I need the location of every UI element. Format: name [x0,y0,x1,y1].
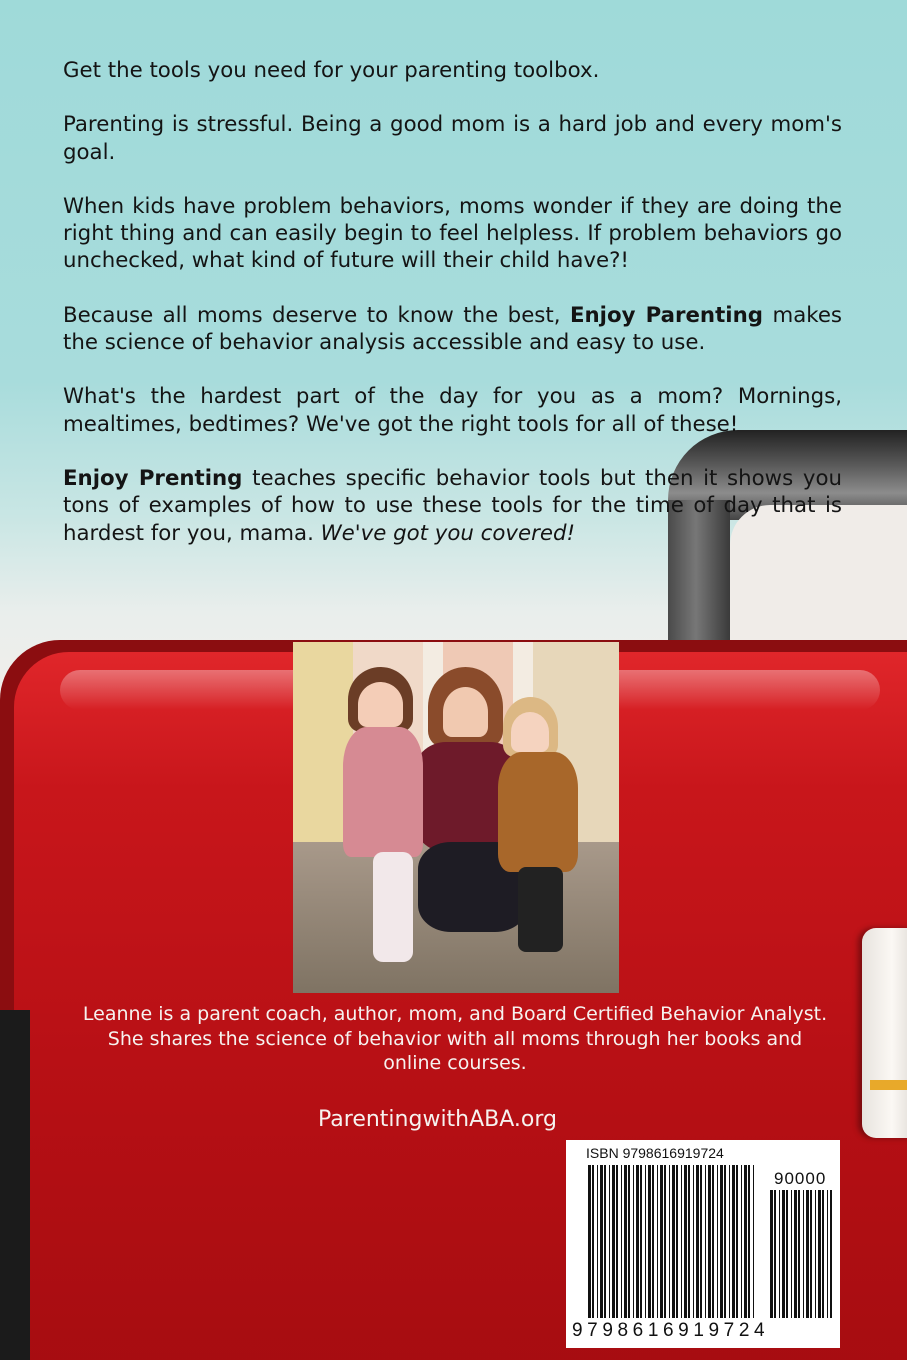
barcode-bar [624,1165,627,1318]
barcode-bar [798,1190,800,1318]
barcode-bar [827,1190,828,1318]
barcode-bar [794,1190,797,1318]
book-title-bold-2: Enjoy Prenting [63,465,243,491]
barcode-bar [744,1165,747,1318]
barcode-bar [693,1165,694,1318]
author-photo [293,642,619,993]
barcode-bar [705,1165,706,1318]
barcode-bar [717,1165,718,1318]
barcode-bar [753,1165,754,1318]
blurb-paragraph-6: Enjoy Prenting teaches specific behavior tools but then it shows you tons of examples of how to use these tools for the time of day that is hardest for you, mama. We've got you covered! [63,465,842,546]
blurb-paragraph-1: Get the tools you need for your parenting toolbox. [63,58,600,83]
barcode-bar [640,1165,642,1318]
author-website[interactable]: ParentingwithABA.org [318,1107,558,1132]
barcode-addon-bars [770,1190,832,1318]
barcode-bar [708,1165,711,1318]
barcode-bar [830,1190,832,1318]
barcode-bar [609,1165,610,1318]
barcode-bar [791,1190,792,1318]
barcode-bar [676,1165,678,1318]
barcode-bar [597,1165,598,1318]
book-title-bold: Enjoy Parenting [569,302,763,328]
barcode-bar [736,1165,738,1318]
blurb-paragraph-2: Parenting is stressful. Being a good mom is a hard job and every mom's goal. [63,112,842,165]
barcode-bar [712,1165,714,1318]
barcode-bar [815,1190,816,1318]
barcode-bar [770,1190,773,1318]
barcode-bar [604,1165,606,1318]
toolbox-latch-accent [870,1080,907,1090]
barcode-bar [652,1165,654,1318]
barcode-bar [720,1165,723,1318]
barcode-bar [732,1165,735,1318]
barcode-bar [786,1190,788,1318]
isbn-value: 9798616919724 [622,1145,724,1161]
barcode-bar [684,1165,687,1318]
barcode-bar [657,1165,658,1318]
barcode-main-bars [588,1165,756,1318]
price-addon-code: 90000 [774,1169,827,1188]
barcode-bar [592,1165,594,1318]
barcode-bar [612,1165,615,1318]
barcode-bar [688,1165,690,1318]
blurb-paragraph-5: What's the hardest part of the day for you as a mom? Mornings, mealtimes, bedtimes? We've got the right tools for all of these! [63,384,842,437]
blurb-paragraph-4: Because all moms deserve to know the best, Enjoy Parenting makes the science of behavior analysis accessible and easy to use. [63,302,843,356]
isbn-label: ISBN 9798616919724 [586,1145,724,1161]
barcode-bar [818,1190,821,1318]
tagline-italic: We've got you covered! [320,520,576,546]
author-bio: Leanne is a parent coach, author, mom, and Board Certified Behavior Analyst. She shares the science of behavior with all moms through her books and online courses. [82,1003,828,1074]
barcode-bar [600,1165,603,1318]
barcode-bar [628,1165,630,1318]
barcode-bar [741,1165,742,1318]
barcode-bar [672,1165,675,1318]
barcode-bar [588,1165,591,1318]
barcode-bar [700,1165,702,1318]
barcode-bar [636,1165,639,1318]
barcode-bar [810,1190,812,1318]
barcode-bar [645,1165,646,1318]
barcode-bar [660,1165,663,1318]
barcode-bar [724,1165,726,1318]
barcode-bar [696,1165,699,1318]
blurb [63,57,842,574]
barcode-bar [621,1165,622,1318]
barcode-bar [664,1165,666,1318]
barcode-bar [669,1165,670,1318]
barcode-bar [681,1165,682,1318]
barcode-bar [803,1190,804,1318]
barcode-bar [729,1165,730,1318]
barcode-bar [774,1190,776,1318]
barcode-bar [633,1165,634,1318]
toolbox-edge [0,1010,30,1360]
barcode-bar [782,1190,785,1318]
toolbox-latch [862,928,907,1138]
barcode-bar [616,1165,618,1318]
barcode-bar [822,1190,824,1318]
barcode-bar [806,1190,809,1318]
barcode-bar [779,1190,780,1318]
barcode-bar [748,1165,750,1318]
barcode-bar [648,1165,651,1318]
blurb-paragraph-3: When kids have problem behaviors, moms wonder if they are doing the right thing and can easily begin to feel helpless. If problem behaviors go unchecked, what kind of future will their child have?! [63,193,842,274]
barcode-digits: 9798616919724 [572,1320,770,1341]
